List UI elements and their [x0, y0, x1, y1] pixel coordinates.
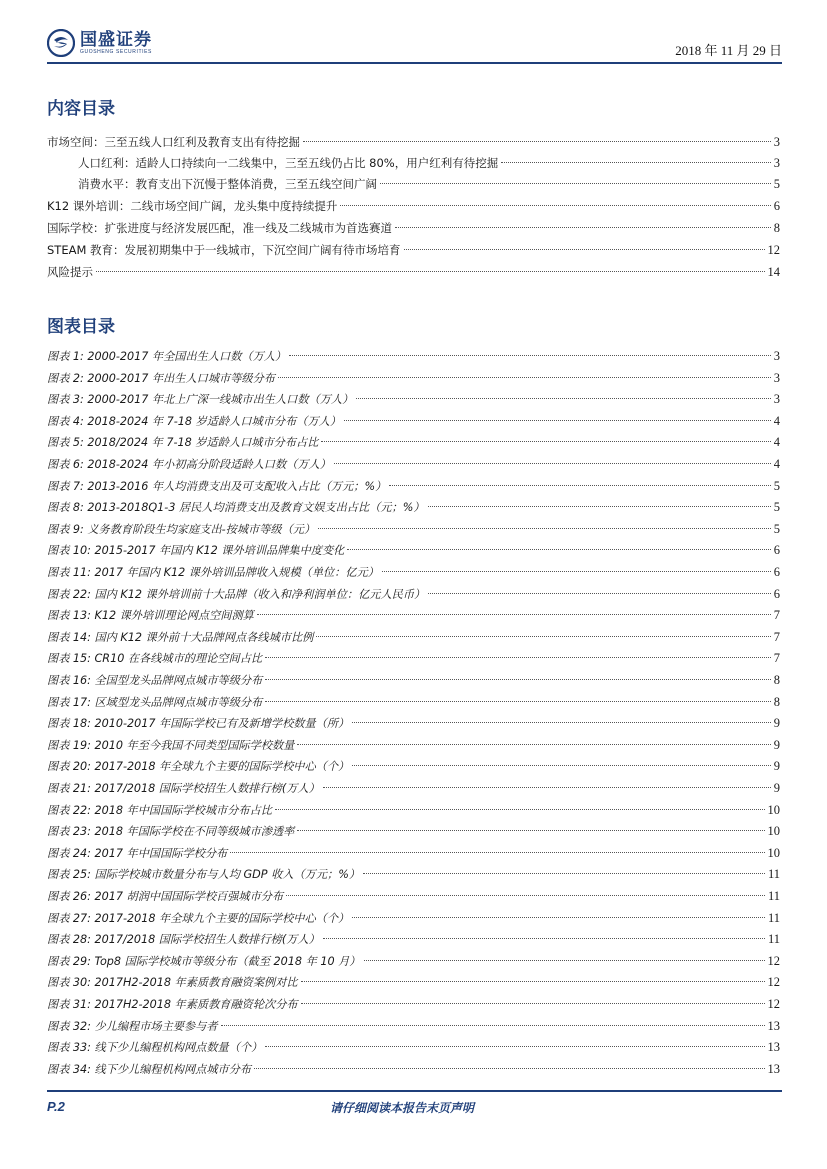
figure-entry-label: 图表 23: 2018 年国际学校在不同等级城市渗透率 — [47, 825, 295, 839]
figure-entry[interactable] — [47, 648, 780, 669]
figure-entry-page: 6 — [773, 565, 780, 579]
figure-entry[interactable] — [47, 994, 780, 1015]
figure-entry-page: 11 — [767, 910, 780, 925]
dot-leader — [352, 764, 771, 766]
figure-entry[interactable] — [47, 886, 780, 907]
toc-entry-label: 风险提示 — [47, 265, 93, 279]
figure-entry-page: 13 — [767, 1018, 780, 1033]
figure-entry[interactable] — [47, 1037, 780, 1058]
figure-entry-page: 11 — [767, 889, 780, 903]
toc-entry-page: 12 — [767, 243, 780, 257]
figure-entry-page: 10 — [767, 802, 780, 817]
figure-entry[interactable] — [47, 540, 780, 561]
toc-entry-label: K12 课外培训：二线市场空间广阔，龙头集中度持续提升 — [47, 199, 338, 213]
figure-entry-label: 图表 8: 2013-2018Q1-3 居民人均消费支出及教育文娱支出占比（元；%） — [47, 501, 425, 515]
logo-name-cn: 国盛证券 — [80, 29, 152, 50]
figure-entry[interactable] — [47, 562, 780, 583]
dot-leader — [344, 419, 771, 421]
dot-leader — [323, 937, 765, 939]
figure-entry-page: 13 — [767, 1061, 780, 1076]
dot-leader — [278, 376, 771, 378]
figure-entry[interactable] — [47, 476, 780, 497]
figure-entry[interactable] — [47, 951, 780, 972]
figure-entry[interactable] — [47, 692, 780, 713]
figure-entry-label: 图表 1: 2000-2017 年全国出生人口数（万人） — [47, 350, 287, 363]
figure-entry-label: 图表 5: 2018/2024 年 7-18 岁适龄人口城市分布占比 — [47, 436, 319, 450]
figure-entry[interactable] — [47, 584, 780, 605]
figure-entry-page: 8 — [773, 673, 780, 687]
dot-leader — [318, 527, 771, 529]
figure-entry-page: 3 — [773, 392, 780, 407]
figure-entry[interactable] — [47, 432, 780, 453]
figure-entry-page: 12 — [767, 997, 780, 1011]
figure-entry-label: 图表 2: 2000-2017 年出生人口城市等级分布 — [47, 371, 275, 385]
figure-entry-page: 12 — [767, 953, 780, 968]
figure-entry-page: 9 — [773, 716, 780, 731]
dot-leader — [275, 808, 765, 810]
figure-entry-label: 图表 9: 义务教育阶段生均家庭支出-按城市等级（元） — [47, 522, 316, 536]
dot-leader — [297, 743, 770, 745]
figure-entry-label: 图表 14: 国内 K12 课外前十大品牌网点各线城市比例 — [47, 630, 314, 644]
figure-entry-page: 7 — [773, 651, 780, 666]
figure-entry-label: 图表 6: 2018-2024 年小初高分阶段适龄人口数（万人） — [47, 458, 331, 471]
dot-leader — [265, 678, 770, 680]
figure-entry-label: 图表 27: 2017-2018 年全球九个主要的国际学校中心（个） — [47, 911, 350, 925]
figure-entry-page: 12 — [767, 975, 780, 990]
figure-entry-label: 图表 11: 2017 年国内 K12 课外培训品牌收入规模（单位：亿元） — [47, 566, 379, 579]
figure-entry-label: 图表 3: 2000-2017 年北上广深一线城市出生人口数（万人） — [47, 393, 354, 407]
toc-entry[interactable] — [78, 153, 780, 173]
toc-entry-label: 人口红利：适龄人口持续向一二线集中，三至五线仍占比 80%，用户红利有待挖掘 — [78, 156, 499, 170]
page-number: P.2 — [47, 1099, 65, 1114]
figure-entry-label: 图表 13: K12 课外培训理论网点空间测算 — [47, 609, 254, 623]
dot-leader — [257, 613, 771, 615]
figure-entry-page: 3 — [773, 370, 780, 385]
dot-leader — [356, 397, 770, 399]
dot-leader — [297, 829, 764, 831]
page-header — [47, 24, 782, 64]
toc-entry[interactable] — [47, 132, 780, 152]
figure-entry-page: 7 — [773, 608, 780, 623]
figure-entry-label: 图表 16: 全国型龙头品牌网点城市等级分布 — [47, 674, 263, 687]
figure-entry-label: 图表 22: 2018 年中国国际学校城市分布占比 — [47, 803, 272, 817]
toc-entry-page: 6 — [773, 199, 780, 213]
figure-entry-page: 3 — [773, 349, 780, 363]
figure-entry-page: 4 — [773, 435, 780, 450]
dot-leader — [265, 1045, 764, 1047]
toc-entry-label: 国际学校：扩张进度与经济发展匹配，准一线及二线城市为首选赛道 — [47, 221, 392, 235]
toc-entry-page: 14 — [767, 265, 780, 279]
figure-entry-label: 图表 21: 2017/2018 国际学校招生人数排行榜(万人） — [47, 782, 320, 795]
figure-entry-label: 图表 30: 2017H2-2018 年素质教育融资案例对比 — [47, 976, 298, 990]
dot-leader — [340, 204, 770, 206]
figure-entry[interactable] — [47, 735, 780, 756]
dot-leader — [428, 592, 771, 594]
figure-entry[interactable] — [47, 519, 780, 540]
figure-entry-page: 8 — [773, 694, 780, 709]
dot-leader — [404, 248, 765, 250]
figure-entry-page: 13 — [767, 1040, 780, 1055]
figure-entry[interactable] — [47, 972, 780, 993]
figure-entry[interactable] — [47, 821, 780, 842]
figure-entry-label: 图表 22: 国内 K12 课外培训前十大品牌（收入和净利润单位：亿元人民币） — [47, 587, 426, 601]
figure-entry-label: 图表 18: 2010-2017 年国际学校已有及新增学校数量（所） — [47, 717, 350, 731]
dot-leader — [323, 786, 771, 788]
dot-leader — [230, 851, 764, 853]
figure-entry[interactable] — [47, 627, 780, 648]
figure-entry-page: 10 — [767, 824, 780, 839]
figure-entry[interactable] — [47, 454, 780, 475]
dot-leader — [321, 440, 770, 442]
dot-leader — [265, 656, 771, 658]
figure-entry-page: 11 — [767, 932, 780, 947]
figure-entry-page: 7 — [773, 629, 780, 644]
figure-entry[interactable] — [47, 929, 780, 950]
dot-leader — [265, 700, 770, 702]
figure-entry[interactable] — [47, 1059, 780, 1080]
dot-leader — [96, 270, 765, 272]
figure-entry-page: 6 — [773, 543, 780, 558]
dot-leader — [286, 894, 765, 896]
figure-entry[interactable] — [47, 1016, 780, 1037]
figure-entry[interactable] — [47, 346, 780, 367]
toc-entry-page: 3 — [773, 156, 780, 170]
figure-entry-label: 图表 10: 2015-2017 年国内 K12 课外培训品牌集中度变化 — [47, 544, 345, 558]
dot-leader — [347, 548, 770, 550]
figure-entry-page: 5 — [773, 521, 780, 536]
dot-leader — [334, 462, 771, 464]
figure-entry[interactable] — [47, 800, 780, 821]
dot-leader — [352, 916, 765, 918]
dot-leader — [428, 505, 771, 507]
toc-entry-label: STEAM 教育：发展初期集中于一线城市，下沉空间广阔有待市场培育 — [47, 243, 401, 257]
figure-entry-label: 图表 26: 2017 胡润中国国际学校百强城市分布 — [47, 890, 284, 903]
figure-entry-label: 图表 15: CR10 在各线城市的理论空间占比 — [47, 652, 263, 666]
contents-title: 内容目录 — [47, 99, 115, 119]
figure-entry[interactable] — [47, 864, 780, 885]
figure-entry[interactable] — [47, 778, 780, 799]
toc-entry[interactable] — [47, 262, 780, 282]
figure-entry[interactable] — [47, 389, 780, 410]
figure-entry[interactable] — [47, 713, 780, 734]
report-date: 2018 年 11 月 29 日 — [675, 43, 782, 58]
toc-entry-page: 8 — [773, 221, 780, 235]
figure-entry-label: 图表 24: 2017 年中国国际学校分布 — [47, 846, 228, 860]
figure-entry-page: 5 — [773, 500, 780, 515]
figure-entry[interactable] — [47, 368, 780, 389]
figure-entry-page: 6 — [773, 586, 780, 601]
footer-disclaimer: 请仔细阅读本报告末页声明 — [330, 1101, 475, 1115]
figure-entry-page: 11 — [767, 867, 780, 882]
figure-entry-label: 图表 7: 2013-2016 年人均消费支出及可支配收入占比（万元；%） — [47, 479, 387, 493]
figure-entry[interactable] — [47, 908, 780, 929]
dot-leader — [382, 570, 771, 572]
figure-entry-label: 图表 33: 线下少儿编程机构网点数量（个） — [47, 1041, 263, 1055]
figure-entry-page: 10 — [767, 845, 780, 860]
figure-entry-label: 图表 34: 线下少儿编程机构网点城市分布 — [47, 1062, 252, 1076]
toc-entry[interactable] — [47, 218, 780, 238]
dot-leader — [501, 161, 771, 163]
dot-leader — [301, 980, 765, 982]
figure-entry-page: 4 — [773, 413, 780, 428]
figure-entry[interactable] — [47, 411, 780, 432]
dot-leader — [301, 1002, 765, 1004]
figures-title: 图表目录 — [47, 317, 115, 337]
dot-leader — [289, 354, 771, 356]
toc-entry-label: 市场空间：三至五线人口红利及教育支出有待挖掘 — [47, 135, 300, 149]
figure-entry-label: 图表 4: 2018-2024 年 7-18 岁适龄人口城市分布（万人） — [47, 414, 342, 428]
dot-leader — [221, 1024, 765, 1026]
toc-entry[interactable] — [78, 174, 780, 194]
toc-entry[interactable] — [47, 240, 780, 260]
figure-entry-label: 图表 17: 区域型龙头品牌网点城市等级分布 — [47, 695, 263, 709]
figure-entry-page: 4 — [773, 457, 780, 471]
figure-entry-label: 图表 28: 2017/2018 国际学校招生人数排行榜(万人） — [47, 933, 320, 947]
figure-entry-page: 9 — [773, 737, 780, 752]
figure-entry-label: 图表 20: 2017-2018 年全球九个主要的国际学校中心（个） — [47, 760, 350, 774]
figure-entry-label: 图表 32: 少儿编程市场主要参与者 — [47, 1019, 218, 1033]
toc-entry-page: 5 — [773, 177, 780, 191]
toc-entry-page: 3 — [773, 135, 780, 149]
figure-entry-page: 9 — [773, 759, 780, 774]
dot-leader — [389, 484, 770, 486]
dot-leader — [303, 140, 771, 142]
toc-entry-label: 消费水平：教育支出下沉慢于整体消费，三至五线空间广阔 — [78, 177, 377, 191]
figure-entry[interactable] — [47, 670, 780, 691]
figure-entry-label: 图表 31: 2017H2-2018 年素质教育融资轮次分布 — [47, 998, 298, 1011]
page-footer — [47, 1090, 782, 1122]
dot-leader — [352, 721, 771, 723]
dot-leader — [395, 226, 771, 228]
logo-name-en: GUOSHENG SECURITIES — [80, 48, 152, 55]
company-logo — [47, 26, 152, 60]
toc-entry[interactable] — [47, 196, 780, 216]
dot-leader — [363, 872, 765, 874]
figure-entry[interactable] — [47, 756, 780, 777]
figure-entry[interactable] — [47, 497, 780, 518]
figure-entry-label: 图表 25: 国际学校城市数量分布与人均 GDP 收入（万元；%） — [47, 868, 361, 882]
figure-entry-page: 9 — [773, 781, 780, 795]
dot-leader — [380, 182, 771, 184]
figure-entry-label: 图表 29: Top8 国际学校城市等级分布（截至 2018 年 10 月） — [47, 954, 361, 968]
figure-entry-label: 图表 19: 2010 年至今我国不同类型国际学校数量 — [47, 738, 295, 752]
figure-entry-page: 5 — [773, 478, 780, 493]
guosheng-logo-icon — [47, 29, 75, 57]
figure-entry[interactable] — [47, 843, 780, 864]
dot-leader — [316, 635, 770, 637]
dot-leader — [254, 1067, 764, 1069]
dot-leader — [364, 959, 765, 961]
figure-entry[interactable] — [47, 605, 780, 626]
